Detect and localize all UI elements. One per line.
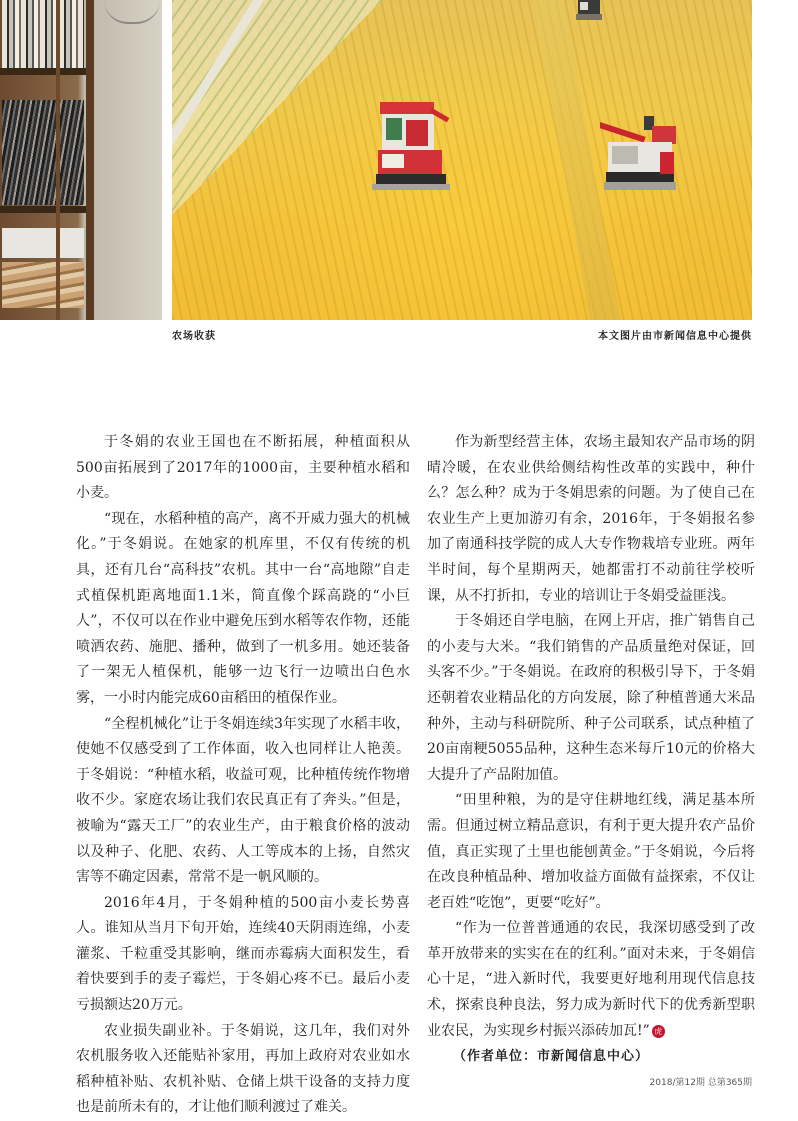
combine-harvester-left [372, 100, 454, 196]
paragraph: 作为新型经营主体，农场主最知农产品市场的阴晴冷暖，在农业供给侧结构性改革的实践中，种什么？怎么种？成为于冬娟思索的问题。为了使自己在农业生产上更加游刃有余，2016年，于冬娟报名参加了南通科技学院的成人大专作物栽培专业班。两年半时间，每个星期两天，她都雷打不动前往学校听课，从不打折扣，专业的培训让于冬娟受益匪浅。 [427, 434, 755, 604]
paragraph: 2016年4月，于冬娟种植的500亩小麦长势喜人。谁知从当月下旬开始，连续40天阴雨连绵，小麦灌浆、千粒重受其影响，继而赤霉病大面积发生，看着快要到手的麦子霉烂，于冬娟心疼不已。最后小麦亏损额达20万元。 [76, 894, 410, 1014]
paper-stack [2, 228, 84, 258]
wall-cable [104, 0, 160, 24]
photo-caption: 农场收获 [172, 331, 216, 342]
cabinet-frame [56, 0, 60, 320]
bookshelf-photo [0, 0, 162, 320]
cabinet-frame [86, 0, 94, 320]
record-row [2, 100, 84, 205]
article-column-left [76, 430, 410, 1121]
paragraph: “全程机械化”让于冬娟连续3年实现了水稻丰收，使她不仅感受到了工作体面，收入也同样让人艳羡。于冬娟说：“种植水稻，收益可观，比种植传统作物增收不少。家庭农场让我们农民真正有了奔头。”但是，被喻为“露天工厂”的农业生产，由于粮食价格的波动以及种子、化肥、农药、人工等成本的上扬，自然灾害等不确定因素，常常不是一帆风顺的。 [76, 715, 410, 886]
photo-credit: 本文图片由市新闻信息中心提供 [598, 331, 752, 342]
paragraph: 农业损失副业补。于冬娟说，这几年，我们对外农机服务收入还能贴补家用，再加上政府对农业如水稻种植补贴、农机补贴、仓储上烘干设备的支持力度也是前所未有的，才让他们顺利渡过了难关。 [76, 1022, 410, 1116]
page-footer [650, 1075, 752, 1088]
box-stack [2, 262, 84, 308]
paragraph: 于冬娟还自学电脑，在网上开店，推广销售自己的小麦与大米。“我们销售的产品质量绝对保证，回头客不少。”于冬娟说。在政府的积极引导下，于冬娟还朝着农业精品化的方向发展，除了种植普通大米品种外，主动与科研院所、种子公司联系，试点种植了20亩南粳5055品种，这种生态米每斤10元的价格大大提升了产品附加值。 [427, 613, 755, 783]
issue-number: 2018/第12期 [649, 1078, 705, 1088]
author-byline: （作者单位：市新闻信息中心） [453, 1049, 650, 1065]
shelf-board [0, 206, 92, 213]
paragraph-text: “作为一位普普通通的农民，我深切感受到了改革开放带来的实实在在的红利。”面对未来，于冬娟信心十足，“进入新时代，我要更好地利用现代信息技术，探索良种良法，努力成为新时代下的优秀新型职业农民，为实现乡村振兴添砖加瓦!” [427, 920, 755, 1039]
book-row [2, 0, 84, 68]
paragraph: “田里种粮，为的是守住耕地红线，满足基本所需。但通过树立精品意识，有利于更大提升农产品价值，真正实现了土里也能刨黄金。”于冬娟说，今后将在改良种植品种、增加收益方面做有益探索，不仅让老百姓“吃饱”，更要“吃好”。 [427, 792, 755, 911]
paragraph: “现在，水稻种植的高产，离不开威力强大的机械化。”于冬娟说。在她家的机库里，不仅有传统的机具，还有几台“高科技”农机。其中一台“高地隙”自走式植保机距离地面1.1米，简直像个踩高跷的“小巨人”，不仅可以在作业中避免压到水稻等农作物，还能喷洒农药、施肥、播种，做到了一机多用。她还装备了一架无人植保机，能够一边飞行一边喷出白色水雾，一小时内能完成60亩稻田的植保作业。 [76, 510, 410, 706]
combine-harvester-far [576, 0, 602, 24]
article-column-right [427, 430, 755, 1070]
combine-harvester-right [600, 112, 680, 198]
shelf-board [0, 68, 92, 75]
end-mark-icon: 虎 [652, 1025, 665, 1038]
total-issue-number: 总第365期 [707, 1078, 752, 1088]
paragraph: 于冬娟的农业王国也在不断拓展，种植面积从500亩拓展到了2017年的1000亩，主要种植水稻和小麦。 [76, 434, 410, 502]
harvest-field-photo [172, 0, 752, 320]
paragraph [427, 916, 755, 1044]
